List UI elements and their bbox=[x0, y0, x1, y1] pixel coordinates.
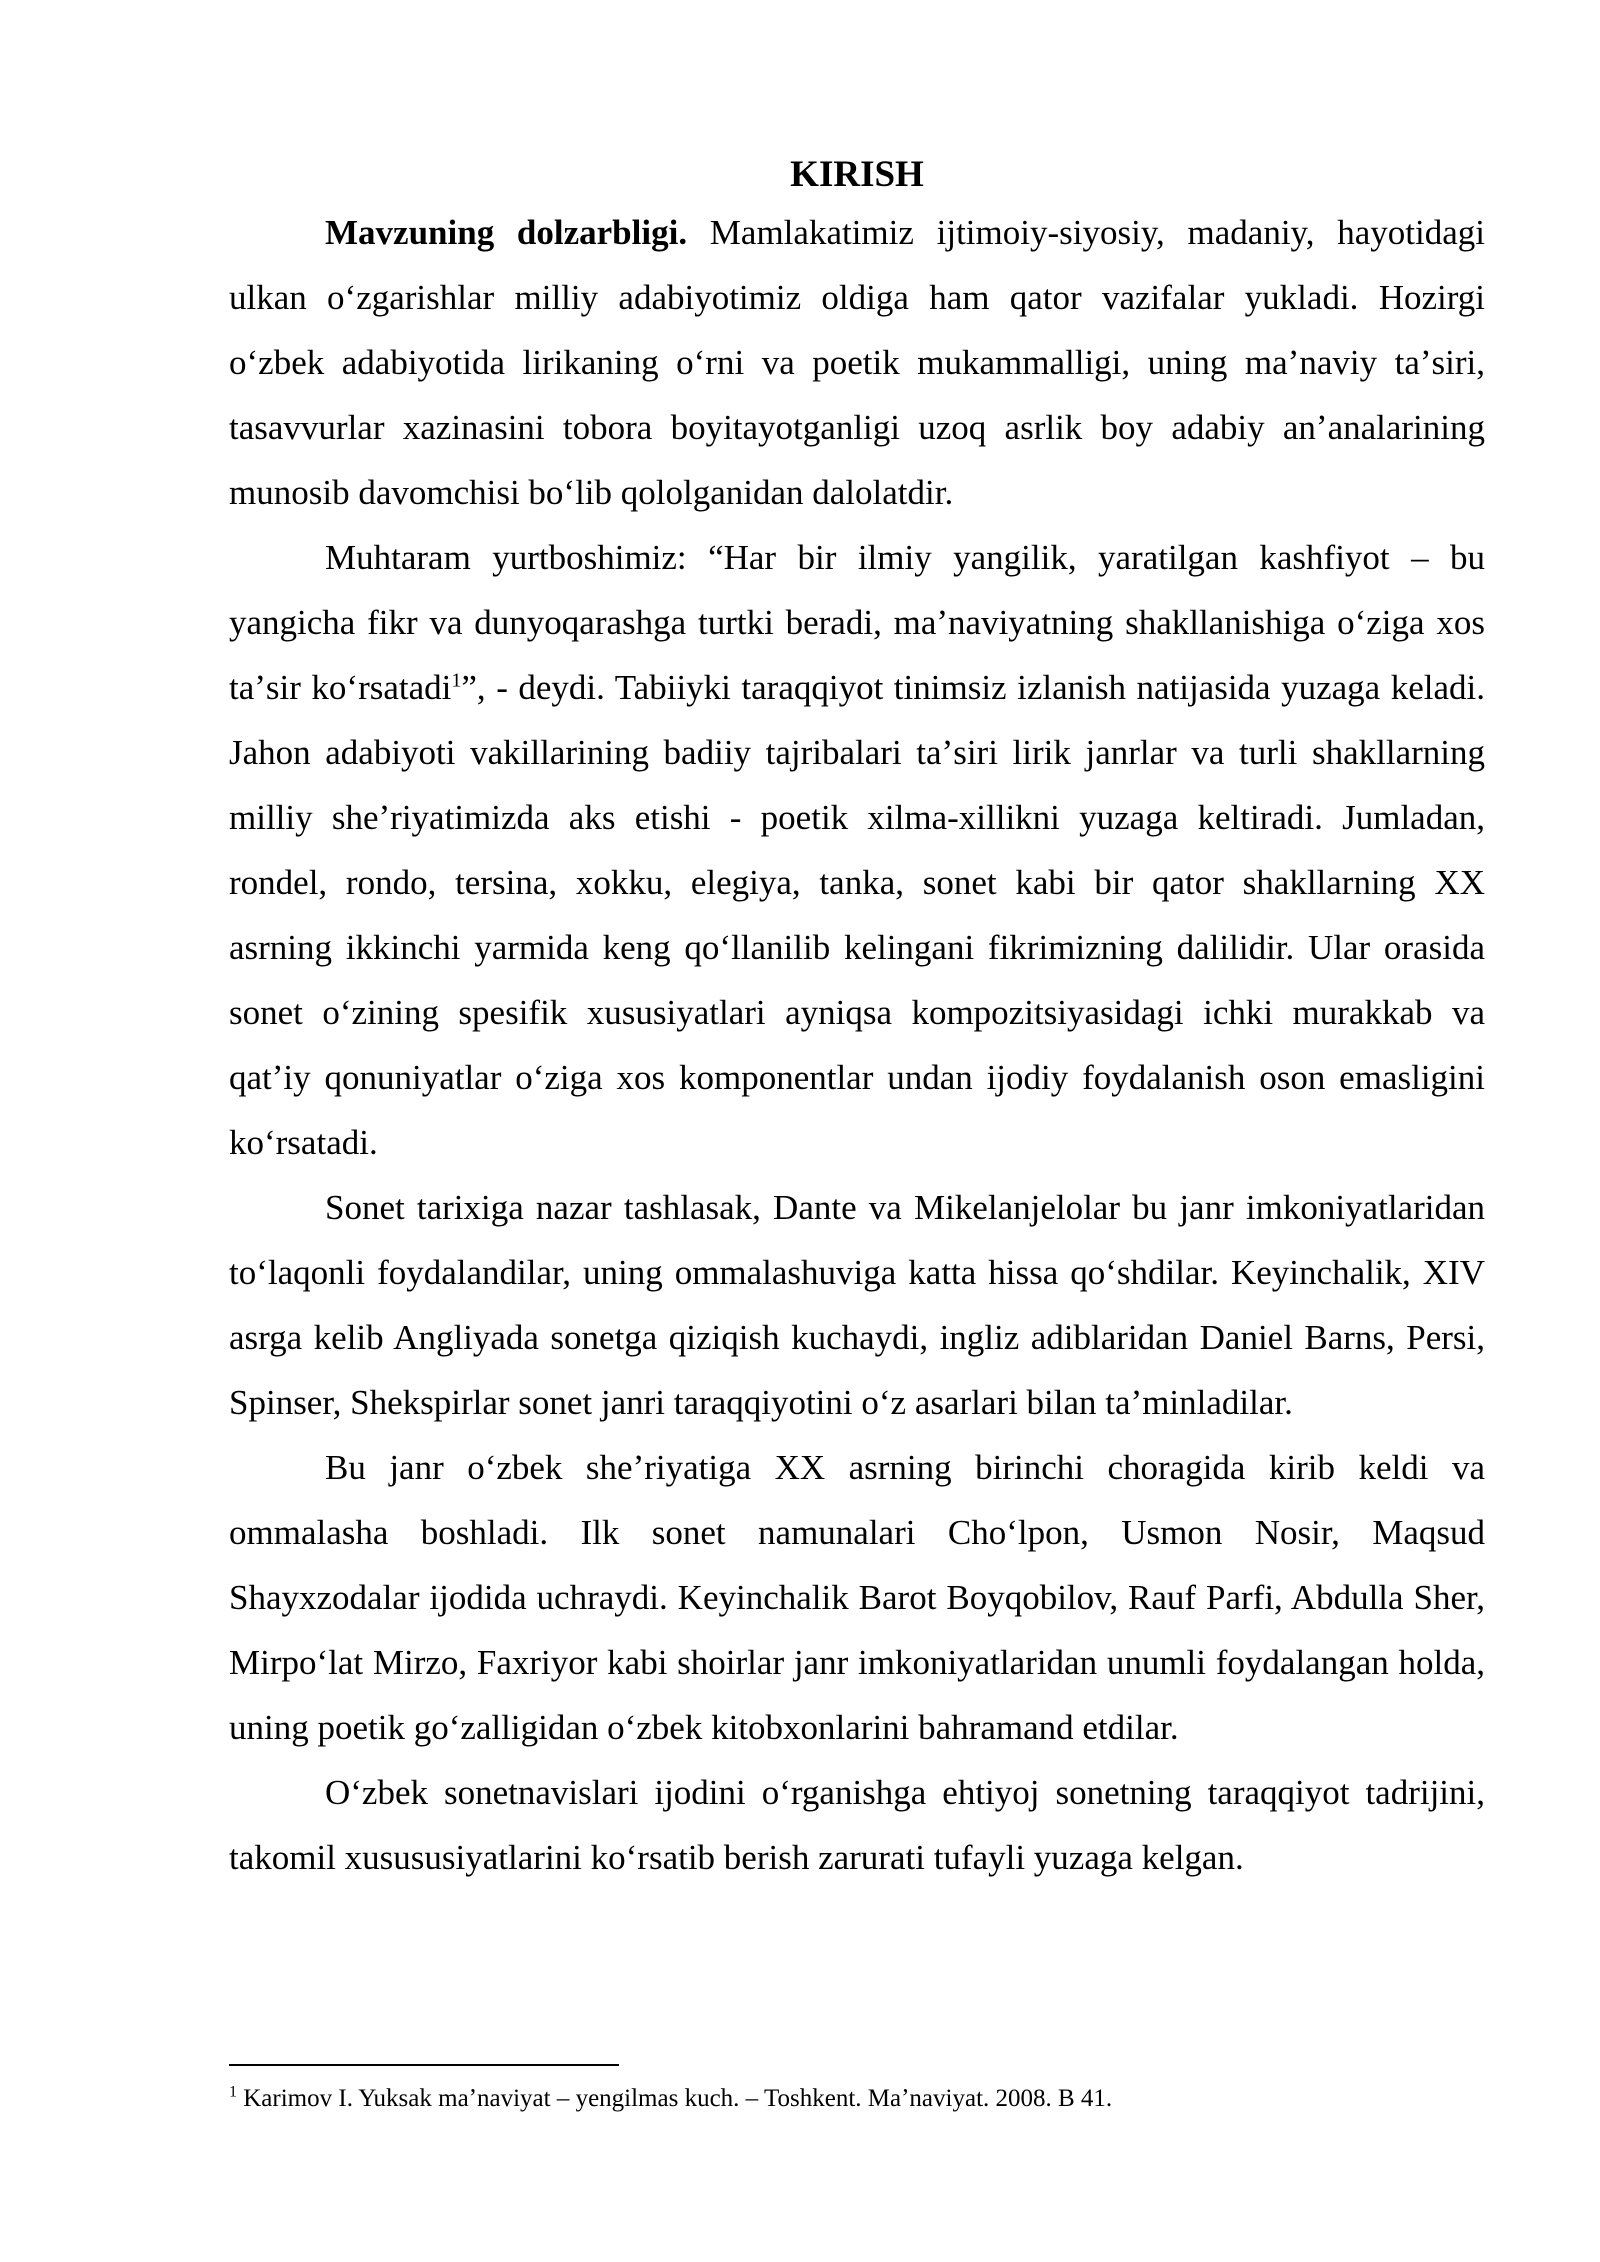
page-title: KIRISH bbox=[790, 154, 924, 195]
section-lead-heading: Mavzuning dolzarbligi. bbox=[325, 213, 688, 252]
paragraph-2-text-a: Muhtaram yurtboshimiz: “Har bir ilmiy yangilik, yaratilgan kashfiyot – bu yangicha fikr va dunyoqarashga turtki beradi, maʼnaviyatning shakllanishiga oʻziga xos taʼsir koʻrsatadi bbox=[229, 538, 1485, 707]
paragraph-1-text: Mamlakatimiz ijtimoiy-siyosiy, madaniy, hayotidagi ulkan oʻzgarishlar milliy adabiyotimiz oldiga ham qator vazifalar yukladi. Hozirgi oʻzbek adabiyotida lirikaning oʻrni va poetik mukammalligi, uning maʼnaviy taʼsiri, tasavvurlar xazinasini tobora boyitayotganligi uzoq asrlik boy adabiy anʼanalarining munosib davomchisi boʻlib qololganidan dalolatdir. bbox=[229, 213, 1485, 512]
document-body bbox=[229, 150, 1485, 1890]
footnote-number: 1 bbox=[229, 2083, 237, 2101]
paragraph-5: Oʻzbek sonetnavislari ijodini oʻrganishga ehtiyoj sonetning taraqqiyot tadrijini, takomil xusususiyatlarini koʻrsatib berish zarurati tufayli yuzaga kelgan. bbox=[229, 1773, 1485, 1877]
footnote-text: Karimov I. Yuksak maʼnaviyat – yengilmas kuch. – Toshkent. Maʼnaviyat. 2008. B 41. bbox=[237, 2085, 1113, 2112]
paragraph-4: Bu janr oʻzbek sheʼriyatiga XX asrning birinchi choragida kirib keldi va ommalasha boshladi. Ilk sonet namunalari Choʻlpon, Usmon Nosir, Maqsud Shayxzodalar ijodida uchraydi. Keyinchalik Barot Boyqobilov, Rauf Parfi, Abdulla Sher, Mirpoʻlat Mirzo, Faxriyor kabi shoirlar janr imkoniyatlaridan unumli foydalangan holda, uning poetik goʻzalligidan oʻzbek kitobxonlarini bahramand etdilar. bbox=[229, 1448, 1485, 1747]
footnote-reference[interactable]: 1 bbox=[451, 669, 462, 692]
paragraph-2 bbox=[229, 525, 1485, 1175]
paragraph-2-text-b: ”, - deydi. Tabiiyki taraqqiyot tinimsiz izlanish natijasida yuzaga keladi. Jahon adabiyoti vakillarining badiiy tajribalari taʼsiri lirik janrlar va turli shakllarning milliy sheʼriyatimizda aks etishi - poetik xilma-xillikni yuzaga keltiradi. Jumladan, rondel, rondo, tersina, xokku, elegiya, tanka, sonet kabi bir qator shakllarning XX asrning ikkinchi yarmida keng qoʻllanilib kelingani fikrimizning dalilidir. Ular orasida sonet oʻzining spesifik xususiyatlari ayniqsa kompozitsiyasidagi ichki murakkab va qatʼiy qonuniyatlar oʻziga xos komponentlar undan ijodiy foydalanish oson emasligini koʻrsatadi. bbox=[229, 668, 1485, 1162]
paragraph-3: Sonet tarixiga nazar tashlasak, Dante va Mikelanjelolar bu janr imkoniyatlaridan toʻlaqonli foydalandilar, uning ommalashuviga katta hissa qoʻshdilar. Keyinchalik, XIV asrga kelib Angliyada sonetga qiziqish kuchaydi, ingliz adiblaridan Daniel Barns, Persi, Spinser, Shekspirlar sonet janri taraqqiyotini oʻz asarlari bilan taʼminladilar. bbox=[229, 1188, 1485, 1422]
paragraph-1 bbox=[229, 200, 1485, 525]
footnote-separator bbox=[229, 2064, 619, 2066]
footnote bbox=[229, 2083, 1485, 2115]
